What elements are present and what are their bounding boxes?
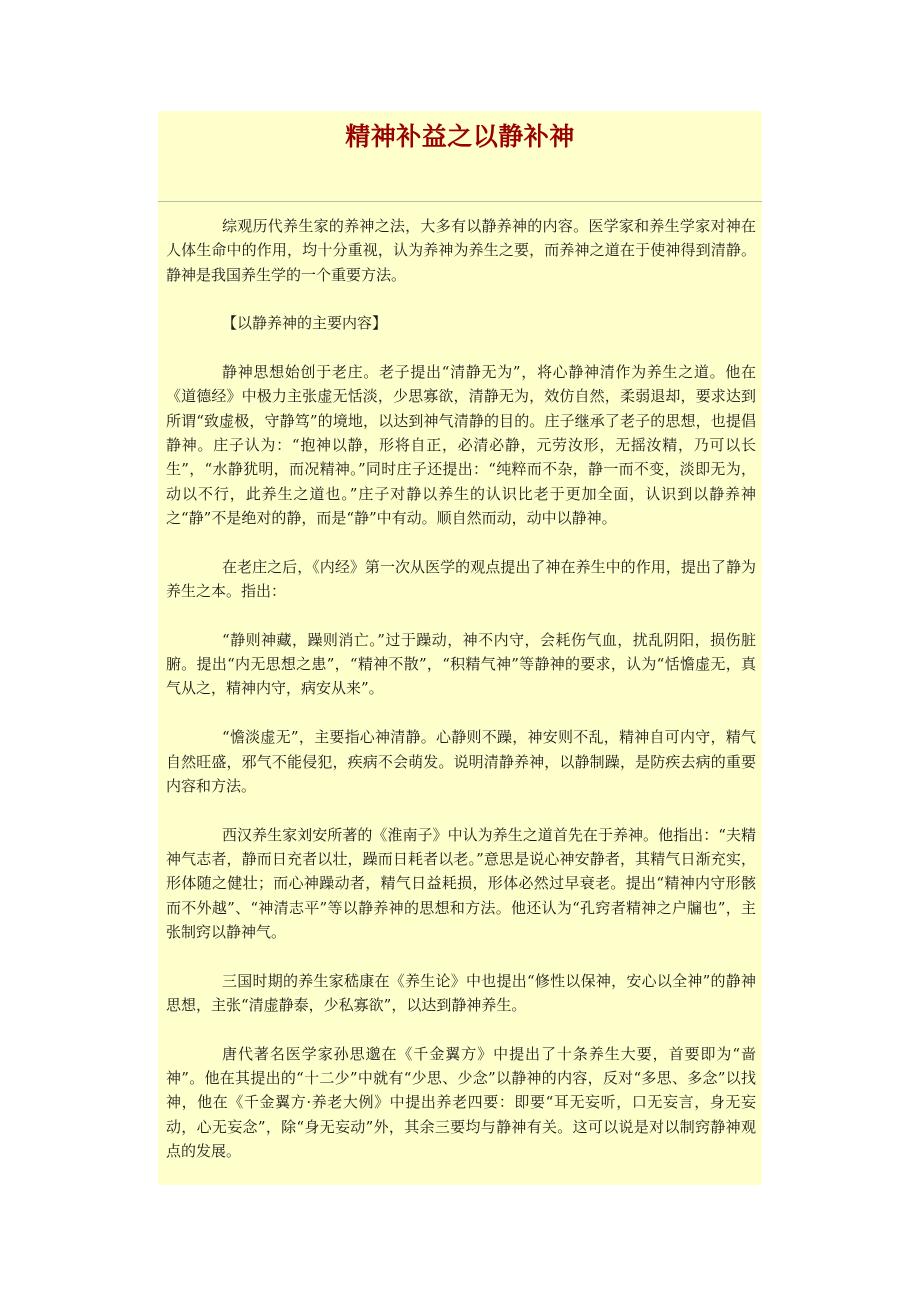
title-divider <box>158 201 762 202</box>
article-panel <box>158 111 762 1185</box>
paragraph-sunsimiao: 唐代著名医学家孙思邈在《千金翼方》中提出了十条养生大要，首要即为“啬神”。他在其提出的“十二少”中就有“少思、少念”以静神的内容，反对“多思、多念”以找神，他在《千金翼方·养老大例》中提出养老四要：即要“耳无妄听，口无妄言，身无妄动，心无妄念”，除“身无妄动”外，其余三要均与静神有关。这可以说是对以制窍静神观点的发展。 <box>166 1044 756 1160</box>
article-body <box>166 214 756 1163</box>
page-title: 精神补益之以静补神 <box>345 122 575 151</box>
paragraph-neijing: 在老庄之后，《内经》第一次从医学的观点提出了神在养生中的作用，提出了静为养生之本。指出： <box>166 557 756 601</box>
paragraph-laozhuang: 静神思想始创于老庄。老子提出“清静无为”，将心静神清作为养生之道。他在《道德经》中极力主张虚无恬淡，少思寡欲，清静无为，效仿自然，柔弱退却，要求达到所谓“致虚极，守静笃”的境地，以达到神气清静的目的。庄子继承了老子的思想，也提倡静神。庄子认为：“抱神以静，形将自正，必清必静，元劳汝形，无摇汝精，乃可以长生”，“水静犹明，而况精神。”同时庄子还提出：“纯粹而不杂，静一而不变，淡即无为，动以不行，此养生之道也。”庄子对静以养生的认识比老于更加全面，认识到以静养神之“静”不是绝对的静，而是“静”中有动。顺自然而动，动中以静神。 <box>166 363 756 527</box>
paragraph-intro: 综观历代养生家的养神之法，大多有以静养神的内容。医学家和养生学家对神在人体生命中的作用，均十分重视，认为养神为养生之要，而养神之道在于使神得到清静。静神是我国养生学的一个重要方法。 <box>166 217 756 284</box>
paragraph-dandan: “憺淡虚无”，主要指心神清静。心静则不躁，神安则不乱，精神自可内守，精气自然旺盛，邪气不能侵犯，疾病不会萌发。说明清静养神，以静制躁，是防疾去病的重要内容和方法。 <box>166 728 756 795</box>
section-heading: 【以静养神的主要内容】 <box>222 314 388 333</box>
paragraph-jikang: 三国时期的养生家嵇康在《养生论》中也提出“修性以保神，安心以全神”的静神思想，主张“清虚静泰，少私寡欲”，以达到静神养生。 <box>166 971 756 1014</box>
paragraph-jingze: “静则神藏，躁则消亡。”过于躁动，神不内守，会耗伤气血，扰乱阴阳，损伤脏腑。提出“内无思想之患”，“精神不散”，“积精气神”等静神的要求，认为“恬憺虚无，真气从之，精神内守，病安从来”。 <box>166 630 756 698</box>
paragraph-huainanzi: 西汉养生家刘安所著的《淮南子》中认为养生之道首先在于养神。他指出：“夫精神气志者，静而日充者以壮，躁而日耗者以老。”意思是说心神安静者，其精气日渐充实，形体随之健壮；而心神躁动者，精气日益耗损，形体必然过早衰老。提出“精神内守形骸而不外越”、“神清志平”等以静养神的思想和方法。他还认为“孔窍者精神之户牖也”，主张制窍以静神气。 <box>166 825 756 941</box>
